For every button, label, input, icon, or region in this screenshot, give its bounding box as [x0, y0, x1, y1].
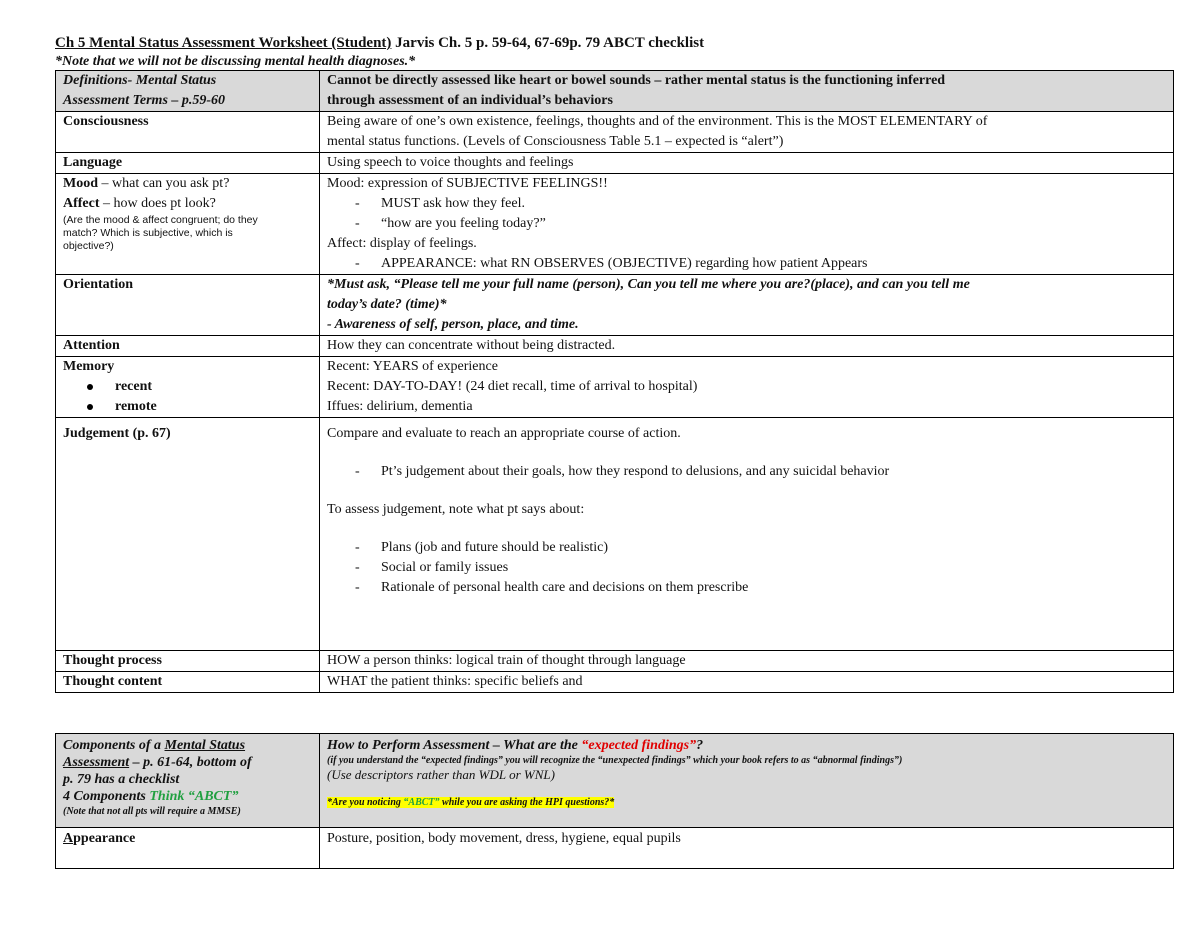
- language-def: Using speech to voice thoughts and feelings: [320, 153, 1174, 174]
- judgement-row: [56, 418, 1174, 651]
- affect-q: – how does pt look?: [99, 196, 216, 211]
- memory-bullet-recent: recent: [63, 377, 313, 397]
- judgement-dash-4: - Rationale of personal health care and decisions on them prescribe: [355, 580, 749, 595]
- components-left-4: 4 Components Think “ABCT”: [63, 789, 239, 804]
- definitions-header-right: [320, 71, 1174, 112]
- mood-dash-1: - MUST ask how they feel.: [355, 196, 525, 211]
- thought-process-term: Thought process: [56, 651, 320, 672]
- memory-term: Memory: [63, 359, 115, 374]
- appearance-term: Appearance: [56, 828, 320, 869]
- judgement-dash-1: - Pt’s judgement about their goals, how they respond to delusions, and any suicidal behavior: [355, 464, 890, 479]
- memory-bullet-remote: remote: [63, 397, 313, 417]
- components-left-5: (Note that not all pts will require a MMSE): [63, 806, 241, 817]
- mood-term: Mood: [63, 176, 98, 191]
- judgement-dash-3: - Social or family issues: [355, 560, 509, 575]
- page-title: [55, 34, 1173, 53]
- components-left-3: p. 79 has a checklist: [63, 772, 180, 787]
- title-underlined: Ch 5 Mental Status Assessment Worksheet (Student): [55, 35, 392, 51]
- header-right-line-1: Cannot be directly assessed like heart or bowel sounds – rather mental status is the functioning inferred: [327, 73, 946, 88]
- components-header-right: [320, 734, 1174, 828]
- definitions-header-row: [56, 71, 1174, 112]
- mood-affect-def: [320, 174, 1174, 275]
- judgement-dash-2: - Plans (job and future should be realistic): [355, 540, 609, 555]
- definitions-header-left: [56, 71, 320, 112]
- attention-row: [56, 336, 1174, 357]
- mood-def: Mood: expression of SUBJECTIVE FEELINGS!!: [327, 176, 608, 191]
- bullet-icon: [87, 404, 93, 410]
- mood-small-2: match? Which is subjective, which is: [63, 227, 233, 239]
- judgement-def: [320, 418, 1174, 651]
- mood-affect-row: [56, 174, 1174, 275]
- attention-term: Attention: [56, 336, 320, 357]
- appearance-row: [56, 828, 1174, 869]
- worksheet-page: [55, 34, 1173, 693]
- consciousness-term: Consciousness: [56, 112, 320, 153]
- affect-dash-1: - APPEARANCE: what RN OBSERVES (OBJECTIVE) regarding how patient Appears: [355, 256, 868, 271]
- orientation-line-3: - Awareness of self, person, place, and time.: [327, 317, 579, 332]
- thought-content-term: Thought content: [56, 672, 320, 693]
- attention-def: How they can concentrate without being distracted.: [320, 336, 1174, 357]
- thought-content-row: [56, 672, 1174, 693]
- orientation-line-1: *Must ask, “Please tell me your full name (person), Can you tell me where you are?(place), and can you tell me: [327, 277, 970, 292]
- header-left-line-1: Definitions- Mental Status: [63, 73, 217, 88]
- components-left-1: Components of a Mental Status: [63, 738, 246, 753]
- orientation-def: [320, 275, 1174, 336]
- components-left-2: Assessment – p. 61-64, bottom of: [63, 755, 252, 770]
- components-right-2: (if you understand the “expected findings” you will recognize the “unexpected findings” which your book refers to as “abnormal findings”): [327, 755, 903, 766]
- components-right-1: How to Perform Assessment – What are the “expected findings”?: [327, 738, 704, 753]
- header-right-line-2: through assessment of an individual’s behaviors: [327, 93, 613, 108]
- definitions-table: [55, 70, 1174, 693]
- consciousness-line-1: Being aware of one’s own existence, feelings, thoughts and of the environment. This is the MOST ELEMENTARY of: [327, 114, 988, 129]
- bullet-icon: [87, 384, 93, 390]
- memory-line-3: Iffues: delirium, dementia: [327, 399, 473, 414]
- diagnoses-note: *Note that we will not be discussing mental health diagnoses.*: [55, 54, 416, 69]
- language-row: [56, 153, 1174, 174]
- affect-def: Affect: display of feelings.: [327, 236, 477, 251]
- thought-process-row: [56, 651, 1174, 672]
- language-term: Language: [56, 153, 320, 174]
- appearance-def: Posture, position, body movement, dress, hygiene, equal pupils: [320, 828, 1174, 869]
- mood-small-1: (Are the mood & affect congruent; do they: [63, 214, 258, 226]
- memory-term-cell: [56, 357, 320, 418]
- memory-def: [320, 357, 1174, 418]
- affect-term: Affect: [63, 196, 100, 211]
- mood-question: [63, 174, 313, 194]
- memory-row: [56, 357, 1174, 418]
- memory-line-2: Recent: DAY-TO-DAY! (24 diet recall, time of arrival to hospital): [327, 379, 698, 394]
- components-right-3: (Use descriptors rather than WDL or WNL): [327, 767, 555, 782]
- judgement-line-1: Compare and evaluate to reach an appropriate course of action.: [327, 426, 681, 441]
- mood-q: – what can you ask pt?: [98, 176, 230, 191]
- consciousness-row: [56, 112, 1174, 153]
- title-rest: Jarvis Ch. 5 p. 59-64, 67-69p. 79 ABCT checklist: [391, 35, 705, 51]
- affect-question: [63, 194, 313, 214]
- mood-affect-term: [56, 174, 320, 275]
- orientation-term: Orientation: [56, 275, 320, 336]
- header-left-line-2: Assessment Terms – p.59-60: [63, 93, 226, 108]
- consciousness-line-2: mental status functions. (Levels of Consciousness Table 5.1 – expected is “alert”): [327, 134, 784, 149]
- mood-small-3: objective?): [63, 240, 114, 252]
- components-header-row: [56, 734, 1174, 828]
- thought-process-def: HOW a person thinks: logical train of thought through language: [320, 651, 1174, 672]
- orientation-line-2: today’s date? (time)*: [327, 297, 447, 312]
- components-right-4: *Are you noticing “ABCT” while you are asking the HPI questions?*: [327, 797, 615, 808]
- judgement-line-2: To assess judgement, note what pt says about:: [327, 502, 585, 517]
- thought-content-def: WHAT the patient thinks: specific beliefs and: [320, 672, 1174, 693]
- memory-line-1: Recent: YEARS of experience: [327, 359, 498, 374]
- mood-dash-2: - “how are you feeling today?”: [355, 216, 546, 231]
- consciousness-def: [320, 112, 1174, 153]
- orientation-row: [56, 275, 1174, 336]
- components-header-left: [56, 734, 320, 828]
- judgement-term: Judgement (p. 67): [56, 418, 320, 651]
- components-table: [55, 733, 1174, 869]
